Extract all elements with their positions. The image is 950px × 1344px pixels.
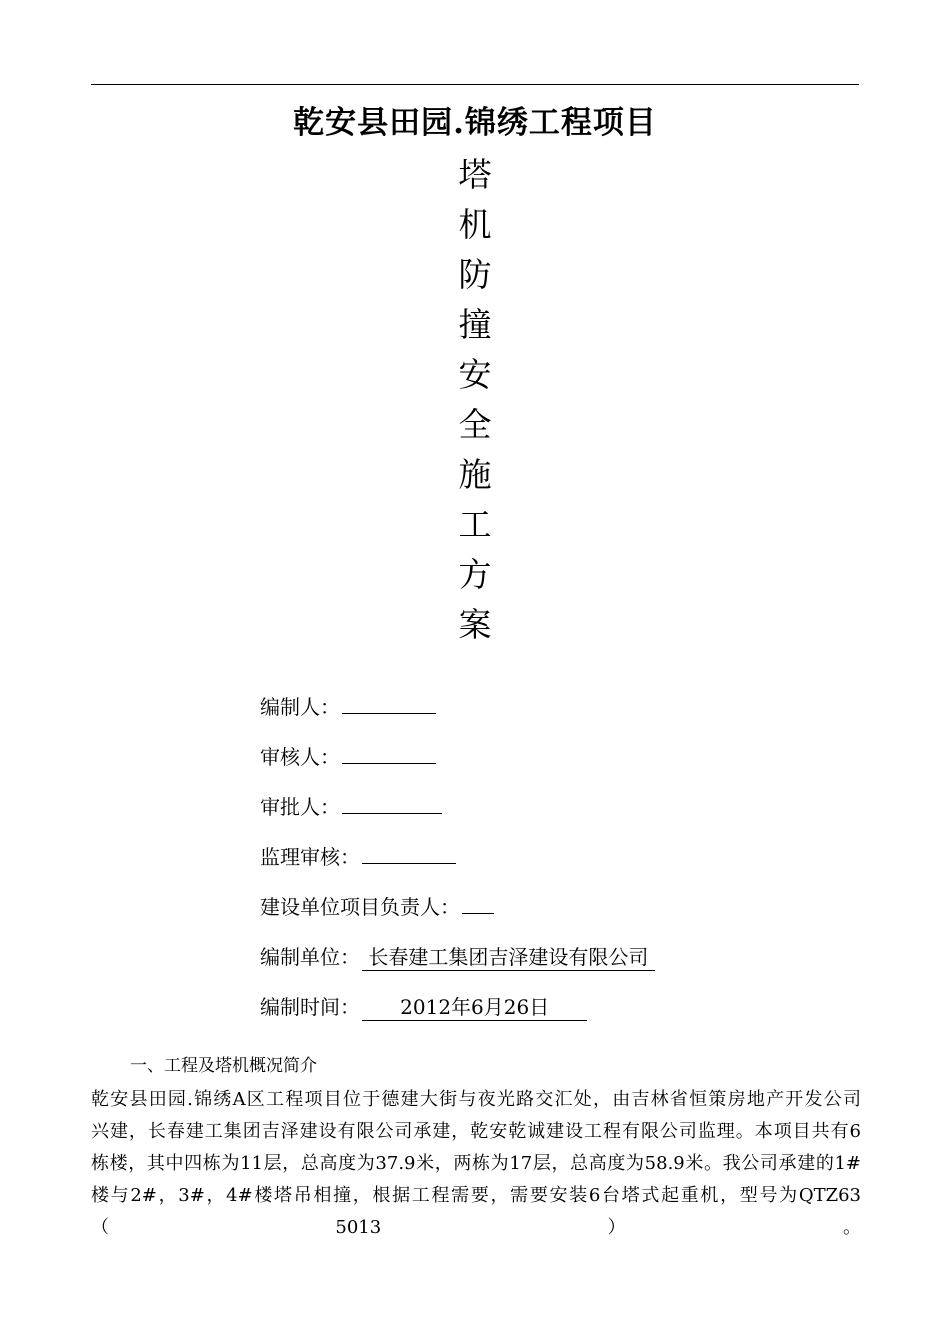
vertical-title	[455, 150, 495, 650]
vertical-title-char: 塔	[458, 155, 492, 194]
approver-label: 审批人：	[260, 795, 340, 819]
compiler-blank	[342, 687, 436, 714]
approver-row	[260, 786, 860, 836]
vertical-title-char: 案	[458, 605, 492, 644]
reviewer-blank	[342, 737, 436, 764]
reviewer-row	[260, 736, 860, 786]
reviewer-label: 审核人：	[260, 745, 340, 769]
vertical-title-char: 机	[458, 205, 492, 244]
date-label: 编制时间：	[260, 995, 360, 1019]
section-body	[91, 1084, 861, 1244]
section-heading: 一、工程及塔机概况简介	[130, 1056, 317, 1076]
vertical-title-char: 施	[458, 455, 492, 494]
signature-block	[260, 686, 860, 1036]
vertical-title-char: 全	[458, 405, 492, 444]
body-line: 楼与2#，3#，4#楼塔吊相撞，根据工程需要，需要安装6台塔式起重机，型号为QTZ63（5013）。	[91, 1185, 861, 1238]
body-line: 栋楼，其中四栋为11层，总高度为37.9米，两栋为17层，总高度为58.9米。我公司承建的1#	[91, 1153, 861, 1174]
owner-label: 建设单位项目负责人：	[260, 895, 460, 919]
compiler-label: 编制人：	[260, 695, 340, 719]
unit-label: 编制单位：	[260, 945, 360, 969]
owner-row	[260, 886, 860, 936]
unit-row	[260, 936, 860, 986]
supervisor-label: 监理审核：	[260, 845, 360, 869]
body-line: 兴建，长春建工集团吉泽建设有限公司承建，乾安乾诚建设工程有限公司监理。本项目共有6	[91, 1121, 861, 1142]
vertical-title-char: 防	[458, 255, 492, 294]
vertical-title-char: 工	[458, 505, 492, 544]
document-title: 乾安县田园.锦绣工程项目	[293, 105, 657, 141]
owner-blank	[462, 887, 494, 914]
approver-blank	[342, 787, 442, 814]
vertical-title-char: 撞	[458, 305, 492, 344]
supervisor-row	[260, 836, 860, 886]
header-rule	[91, 84, 859, 85]
date-row	[260, 986, 860, 1036]
unit-value: 长春建工集团吉泽建设有限公司	[362, 945, 655, 969]
date-value: 2012年6月26日	[362, 995, 588, 1019]
body-line: 乾安县田园.锦绣A区工程项目位于德建大街与夜光路交汇处，由吉林省恒策房地产开发公司	[91, 1089, 861, 1110]
supervisor-blank	[362, 837, 456, 864]
vertical-title-char: 方	[458, 555, 492, 594]
compiler-row	[260, 686, 860, 736]
vertical-title-char: 安	[458, 355, 492, 394]
